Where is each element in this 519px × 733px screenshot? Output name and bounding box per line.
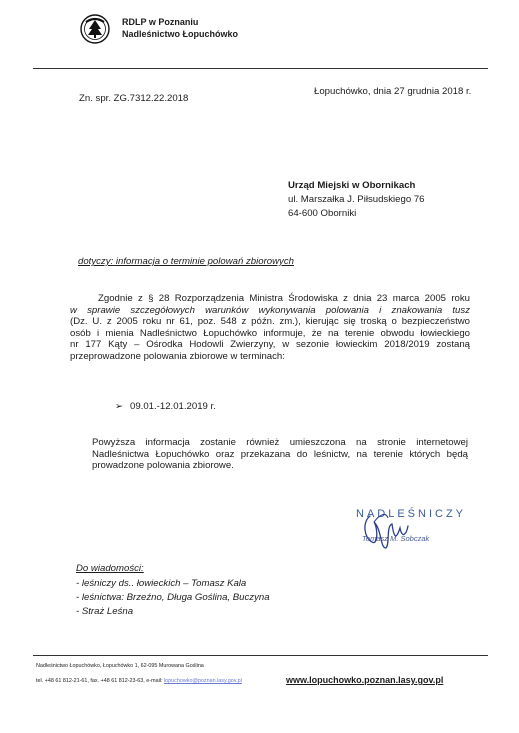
paragraph-1-line: przeprowadzone polowania zbiorowe w terminach: (70, 350, 285, 362)
stamp-title: NADLEŚNICZY (356, 508, 467, 520)
paragraph-1-line: w sprawie szczegółowych warunków wykonywania polowania i znakowania tusz (70, 304, 470, 316)
forest-service-emblem-icon (80, 14, 110, 44)
stamp-name: Tomasz M. Sobczak (362, 534, 430, 543)
paragraph-2-line: Nadleśnictwa Łopuchówko oraz przekazana do leśnictw, na terenie których będą (92, 448, 468, 460)
recipient-name: Urząd Miejski w Obornikach (288, 180, 416, 191)
recipient-city: 64-600 Oborniki (288, 208, 357, 219)
reference-number: Zn. spr. ZG.7312.22.2018 (79, 93, 189, 104)
distribution-item: - leśniczy ds.. łowieckich – Tomasz Kala (76, 578, 247, 589)
footer-address: Nadleśnictwo Łopuchówko, Łopuchówko 1, 62-095 Murowana Goślina (36, 663, 204, 669)
date-bullet-icon: ➢ (115, 401, 124, 412)
distribution-heading: Do wiadomości: (76, 563, 144, 574)
distribution-item: - leśnictwa: Brzeźno, Długa Goślina, Buczyna (76, 592, 270, 603)
signature-icon (356, 508, 416, 553)
footer-contact (36, 678, 242, 685)
header-divider (33, 68, 488, 69)
paragraph-1-line: nr 177 Kąty – Ośrodka Hodowli Zwierzyny, w sezonie łowieckim 2018/2019 zostaną (70, 339, 470, 351)
paragraph-1 (70, 293, 470, 363)
hunt-dates: 09.01.-12.01.2019 r. (130, 401, 216, 412)
org-name-line2: Nadleśnictwo Łopuchówko (122, 29, 239, 39)
paragraph-1-line: (Dz. U. z 2005 roku nr 61, poz. 548 z późn. zm.), kierując się troską o bezpieczeństwo (70, 316, 470, 328)
org-name-line1: RDLP w Poznaniu (122, 17, 199, 27)
paragraph-2-line: Powyższa informacja zostanie również umieszczona na stronie internetowej (92, 437, 468, 448)
subject-text: informacja o terminie polowań zbiorowych (115, 256, 294, 267)
footer-phone-fax: tel. +48 61 812-21-61, fax. +48 61 812-23-63, e-mail: (36, 678, 163, 684)
distribution-item: - Straż Leśna (76, 606, 134, 617)
subject-line (78, 256, 294, 268)
paragraph-1-line: Zgodnie z § 28 Rozporządzenia Ministra Środowiska z dnia 23 marca 2005 roku (98, 293, 470, 304)
paragraph-2-line: prowadzone polowania zbiorowe. (92, 460, 234, 472)
paragraph-2 (92, 437, 468, 472)
subject-label: dotyczy: (78, 256, 114, 267)
footer-email-link[interactable]: lopuchowko@poznan.lasy.gov.pl (163, 678, 242, 684)
recipient-street: ul. Marszałka J. Piłsudskiego 76 (288, 194, 425, 205)
footer-website-link[interactable]: www.lopuchowko.poznan.lasy.gov.pl (286, 675, 444, 685)
place-date: Łopuchówko, dnia 27 grudnia 2018 r. (314, 86, 472, 97)
footer-divider (33, 655, 488, 656)
paragraph-1-line: osób i mienia Nadleśnictwo Łopuchówko informuje, że na terenie obwodu łowieckiego (70, 327, 470, 339)
